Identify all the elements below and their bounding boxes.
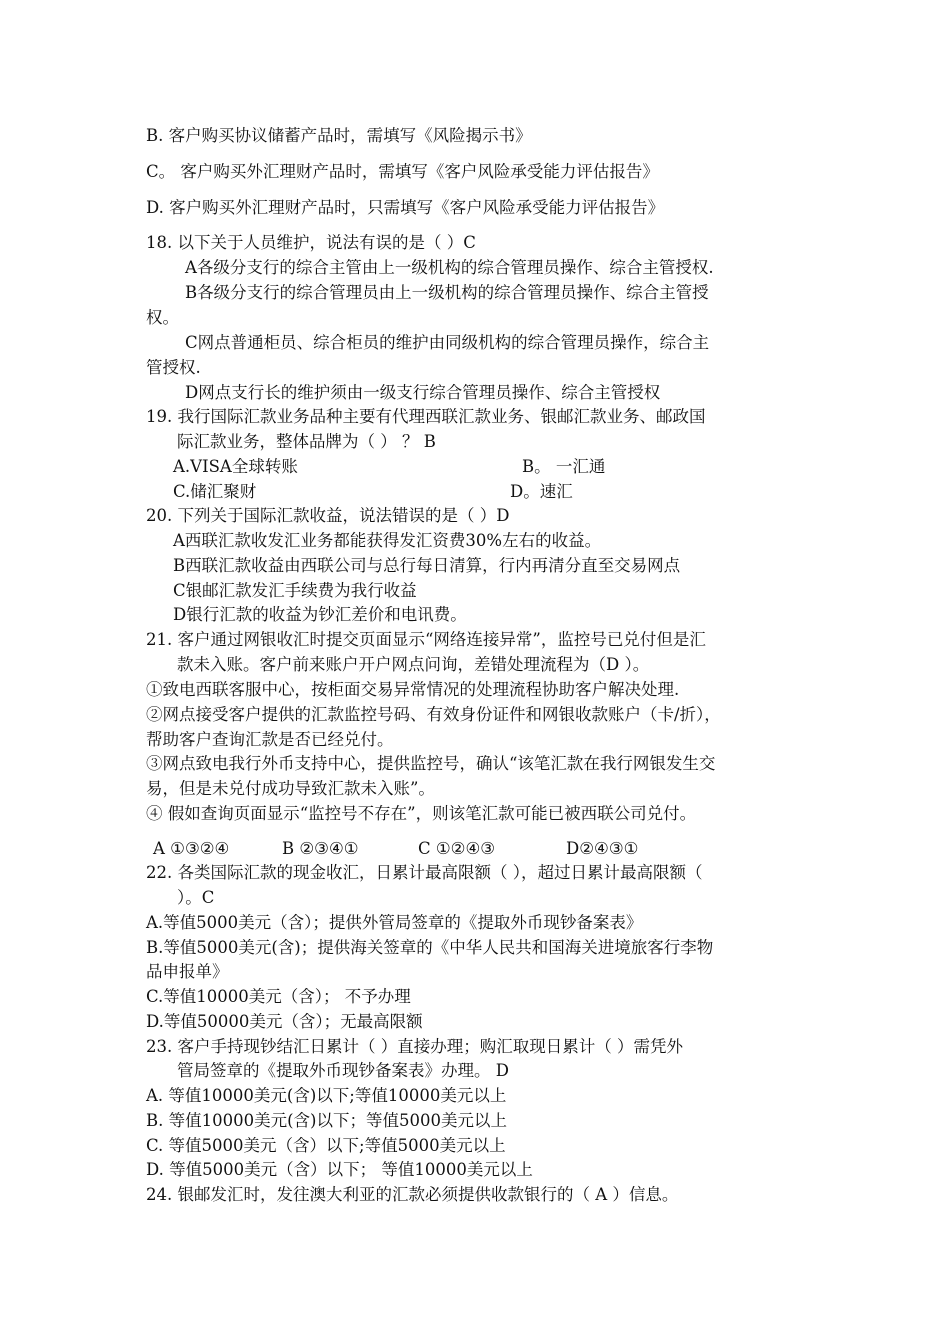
q20-option-c: C银邮汇款发汇手续费为我行收益 <box>173 581 417 600</box>
question-21: 21. 客户通过网银收汇时提交页面显示“网络连接异常”，监控号已兑付但是汇 <box>146 630 706 649</box>
option-d-line: D. 客户购买外汇理财产品时，只需填写《客户风险承受能力评估报告》 <box>146 198 665 217</box>
q19-option-b: B。 一汇通 <box>522 457 606 476</box>
option-c-line: C。 客户购买外汇理财产品时，需填写《客户风险承受能力评估报告》 <box>146 162 659 181</box>
q20-option-b: B西联汇款收益由西联公司与总行每日清算，行内再清分直至交易网点 <box>173 556 681 575</box>
q19-option-d: D。速汇 <box>510 482 573 501</box>
q21-option-b: B ②③④① <box>282 839 359 858</box>
q21-option-a: A ①③②④ <box>153 839 230 858</box>
q21-option-d: D②④③① <box>566 839 639 858</box>
question-21-cont: 款未入账。客户前来账户开户网点问询，差错处理流程为（D ）。 <box>177 655 650 674</box>
q22-option-b: B.等值5000美元(含)；提供海关签章的《中华人民共和国海关进境旅客行李物 <box>146 938 714 957</box>
q18-option-a: A各级分支行的综合主管由上一级机构的综合管理员操作、综合主管授权. <box>185 258 714 277</box>
question-19-cont: 际汇款业务，整体品牌为（ ） ？ B <box>177 432 436 451</box>
question-19: 19. 我行国际汇款业务品种主要有代理西联汇款业务、银邮汇款业务、邮政国 <box>146 407 706 426</box>
q21-option-c: C ①②④③ <box>418 839 496 858</box>
question-23: 23. 客户手持现钞结汇日累计（ ）直接办理；购汇取现日累计（ ）需凭外 <box>146 1037 683 1056</box>
q22-option-d: D.等值50000美元（含）；无最高限额 <box>146 1012 423 1031</box>
q21-step-2: ②网点接受客户提供的汇款监控号码、有效身份证件和网银收款账户（卡/折）， <box>146 705 721 724</box>
option-b-line: B. 客户购买协议储蓄产品时，需填写《风险揭示书》 <box>146 126 532 145</box>
q21-step-3-cont: 易，但是未兑付成功导致汇款未入账”。 <box>146 779 435 798</box>
q18-option-d: D网点支行长的维护须由一级支行综合管理员操作、综合主管授权 <box>185 383 661 402</box>
q21-step-3: ③网点致电我行外币支持中心，提供监控号，确认“该笔汇款在我行网银发生交 <box>146 754 716 773</box>
question-22-cont: ）。C <box>177 888 215 907</box>
q19-option-c: C.储汇聚财 <box>173 482 257 501</box>
q22-option-b-cont: 品申报单》 <box>146 962 229 981</box>
question-22: 22. 各类国际汇款的现金收汇，日累计最高限额（ ），超过日累计最高限额（ <box>146 863 703 882</box>
q19-option-a: A.VISA全球转账 <box>173 457 298 476</box>
q20-option-a: A西联汇款收发汇业务都能获得发汇资费30%左右的收益。 <box>173 531 602 550</box>
question-23-cont: 管局签章的《提取外币现钞备案表》办理。 D <box>177 1061 509 1080</box>
q23-option-c: C. 等值5000美元（含）以下;等值5000美元以上 <box>146 1136 506 1155</box>
q18-option-c: C网点普通柜员、综合柜员的维护由同级机构的综合管理员操作，综合主 <box>185 333 710 352</box>
q18-option-c-cont: 管授权. <box>146 358 201 377</box>
q22-option-c: C.等值10000美元（含）； 不予办理 <box>146 987 411 1006</box>
q23-option-d: D. 等值5000美元（含）以下； 等值10000美元以上 <box>146 1160 533 1179</box>
q21-step-2-cont: 帮助客户查询汇款是否已经兑付。 <box>146 730 394 749</box>
question-18: 18. 以下关于人员维护，说法有误的是（ ）C <box>146 233 476 252</box>
q23-option-a: A. 等值10000美元(含)以下;等值10000美元以上 <box>146 1086 507 1105</box>
q21-step-4: ④ 假如查询页面显示“监控号不存在”，则该笔汇款可能已被西联公司兑付。 <box>146 804 697 823</box>
q18-option-b: B各级分支行的综合管理员由上一级机构的综合管理员操作、综合主管授 <box>185 283 709 302</box>
q20-option-d: D银行汇款的收益为钞汇差价和电讯费。 <box>173 605 467 624</box>
q18-option-b-cont: 权。 <box>146 308 179 327</box>
q23-option-b: B. 等值10000美元(含)以下；等值5000美元以上 <box>146 1111 507 1130</box>
question-24: 24. 银邮发汇时，发往澳大利亚的汇款必须提供收款银行的（ A ）信息。 <box>146 1185 679 1204</box>
q22-option-a: A.等值5000美元（含）；提供外管局签章的《提取外币现钞备案表》 <box>146 913 643 932</box>
question-20: 20. 下列关于国际汇款收益，说法错误的是（ ）D <box>146 506 510 525</box>
q21-step-1: ①致电西联客服中心，按柜面交易异常情况的处理流程协助客户解决处理. <box>146 680 680 699</box>
